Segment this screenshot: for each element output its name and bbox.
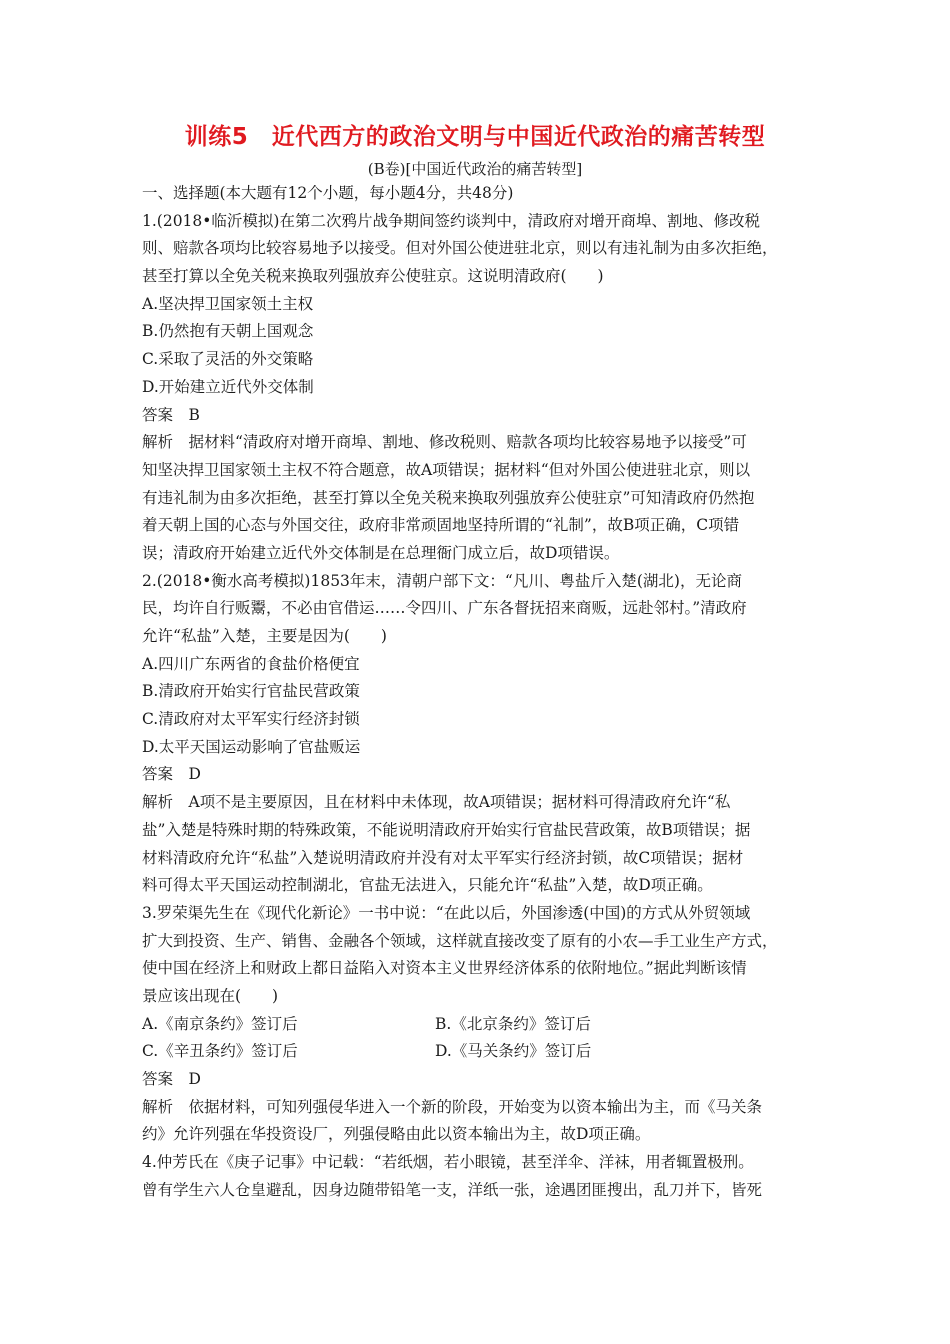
analysis-line: 有违礼制为由多次拒绝，甚至打算以全免关税来换取列强放弃公使驻京”可知清政府仍然抱 bbox=[142, 488, 755, 507]
question-stem-line: 景应该出现在( ) bbox=[142, 986, 279, 1005]
analysis-line: 约》允许列强在华投资设厂，列强侵略由此以资本输出为主，故D项正确。 bbox=[142, 1125, 651, 1144]
option-b: B.《北京条约》签订后 bbox=[435, 1014, 591, 1033]
option-c: C.《辛丑条约》签订后 bbox=[142, 1042, 298, 1061]
page-title: 训练5 近代西方的政治文明与中国近代政治的痛苦转型 bbox=[184, 124, 766, 150]
analysis-line: 着天朝上国的心态与外国交往，政府非常顽固地坚持所谓的“礼制”，故B项正确，C项错 bbox=[142, 516, 740, 535]
question-stem-line: 民，均许自行贩鬻，不必由官借运……令四川、广东各督抚招来商贩，远赴邻村。”清政府 bbox=[142, 599, 747, 618]
question-stem-line: 甚至打算以全免关税来换取列强放弃公使驻京。这说明清政府( ) bbox=[142, 267, 604, 286]
option-a: A.四川广东两省的食盐价格便宜 bbox=[142, 654, 360, 673]
question-stem-line: 曾有学生六人仓皇避乱，因身边随带铅笔一支，洋纸一张，途遇团匪搜出，乱刀并下，皆死 bbox=[142, 1180, 763, 1199]
question-1 bbox=[142, 208, 812, 568]
question-stem-line: 2.(2018•衡水高考模拟)1853年末，清朝户部下文：“凡川、粤盐斤入楚(湖北)，无论商 bbox=[142, 571, 742, 590]
option-d: D.开始建立近代外交体制 bbox=[142, 377, 314, 396]
option-a: A.《南京条约》签订后 bbox=[142, 1014, 298, 1033]
option-b: B.清政府开始实行官盐民营政策 bbox=[142, 682, 360, 701]
analysis-line: 误；清政府开始建立近代外交体制是在总理衙门成立后，故D项错误。 bbox=[142, 543, 620, 562]
question-stem-line: 1.(2018•临沂模拟)在第二次鸦片战争期间签约谈判中，清政府对增开商埠、割地、修改税 bbox=[142, 211, 760, 230]
question-3 bbox=[142, 900, 812, 1149]
analysis-line: 解析 A项不是主要原因，且在材料中未体现，故A项错误；据材料可得清政府允许“私 bbox=[142, 793, 731, 812]
analysis-line: 材料清政府允许“私盐”入楚说明清政府并没有对太平军实行经济封锁，故C项错误；据材 bbox=[142, 848, 744, 867]
answer: 答案 D bbox=[142, 1070, 201, 1088]
question-stem-line: 3.罗荣渠先生在《现代化新论》一书中说：“在此以后，外国渗透(中国)的方式从外贸领域 bbox=[142, 903, 751, 922]
document-body bbox=[142, 180, 812, 1204]
analysis-line: 盐”入楚是特殊时期的特殊政策，不能说明清政府开始实行官盐民营政策，故B项错误；据 bbox=[142, 820, 751, 839]
option-row bbox=[142, 1011, 812, 1039]
question-2 bbox=[142, 568, 812, 900]
option-c: C.采取了灵活的外交策略 bbox=[142, 350, 314, 369]
answer: 答案 D bbox=[142, 765, 201, 784]
analysis-line: 知坚决捍卫国家领土主权不符合题意，故A项错误；据材料“但对外国公使进驻北京，则以 bbox=[142, 460, 751, 479]
question-4 bbox=[142, 1149, 812, 1204]
question-stem-line: 允许“私盐”入楚，主要是因为( ) bbox=[142, 627, 387, 645]
analysis-line: 料可得太平天国运动控制湖北，官盐无法进入，只能允许“私盐”入楚，故D项正确。 bbox=[142, 876, 713, 895]
option-c: C.清政府对太平军实行经济封锁 bbox=[142, 710, 360, 729]
option-d: D.《马关条约》签订后 bbox=[435, 1042, 592, 1061]
option-row bbox=[142, 1038, 812, 1066]
page-subtitle: (B卷)[中国近代政治的痛苦转型] bbox=[367, 160, 583, 178]
option-d: D.太平天国运动影响了官盐贩运 bbox=[142, 737, 361, 756]
question-stem-line: 使中国在经济上和财政上都日益陷入对资本主义世界经济体系的依附地位。”据此判断该情 bbox=[142, 959, 747, 978]
analysis-line: 解析 据材料“清政府对增开商埠、割地、修改税则、赔款各项均比较容易地予以接受”可 bbox=[142, 433, 747, 452]
option-a: A.坚决捍卫国家领土主权 bbox=[142, 294, 314, 313]
question-stem-line: 4.仲芳氏在《庚子记事》中记载：“若纸烟，若小眼镜，甚至洋伞、洋袜，用者辄置极刑。 bbox=[142, 1153, 754, 1172]
question-stem-line: 扩大到投资、生产、销售、金融各个领域，这样就直接改变了原有的小农—手工业生产方式， bbox=[142, 931, 778, 950]
option-b: B.仍然抱有天朝上国观念 bbox=[142, 322, 314, 341]
question-stem-line: 则、赔款各项均比较容易地予以接受。但对外国公使进驻北京，则以有违礼制为由多次拒绝， bbox=[142, 239, 778, 258]
answer: 答案 B bbox=[142, 405, 200, 424]
analysis-line: 解析 依据材料，可知列强侵华进入一个新的阶段，开始变为以资本输出为主，而《马关条 bbox=[142, 1097, 763, 1116]
section-heading: 一、选择题(本大题有12个小题，每小题4分，共48分) bbox=[142, 184, 514, 202]
